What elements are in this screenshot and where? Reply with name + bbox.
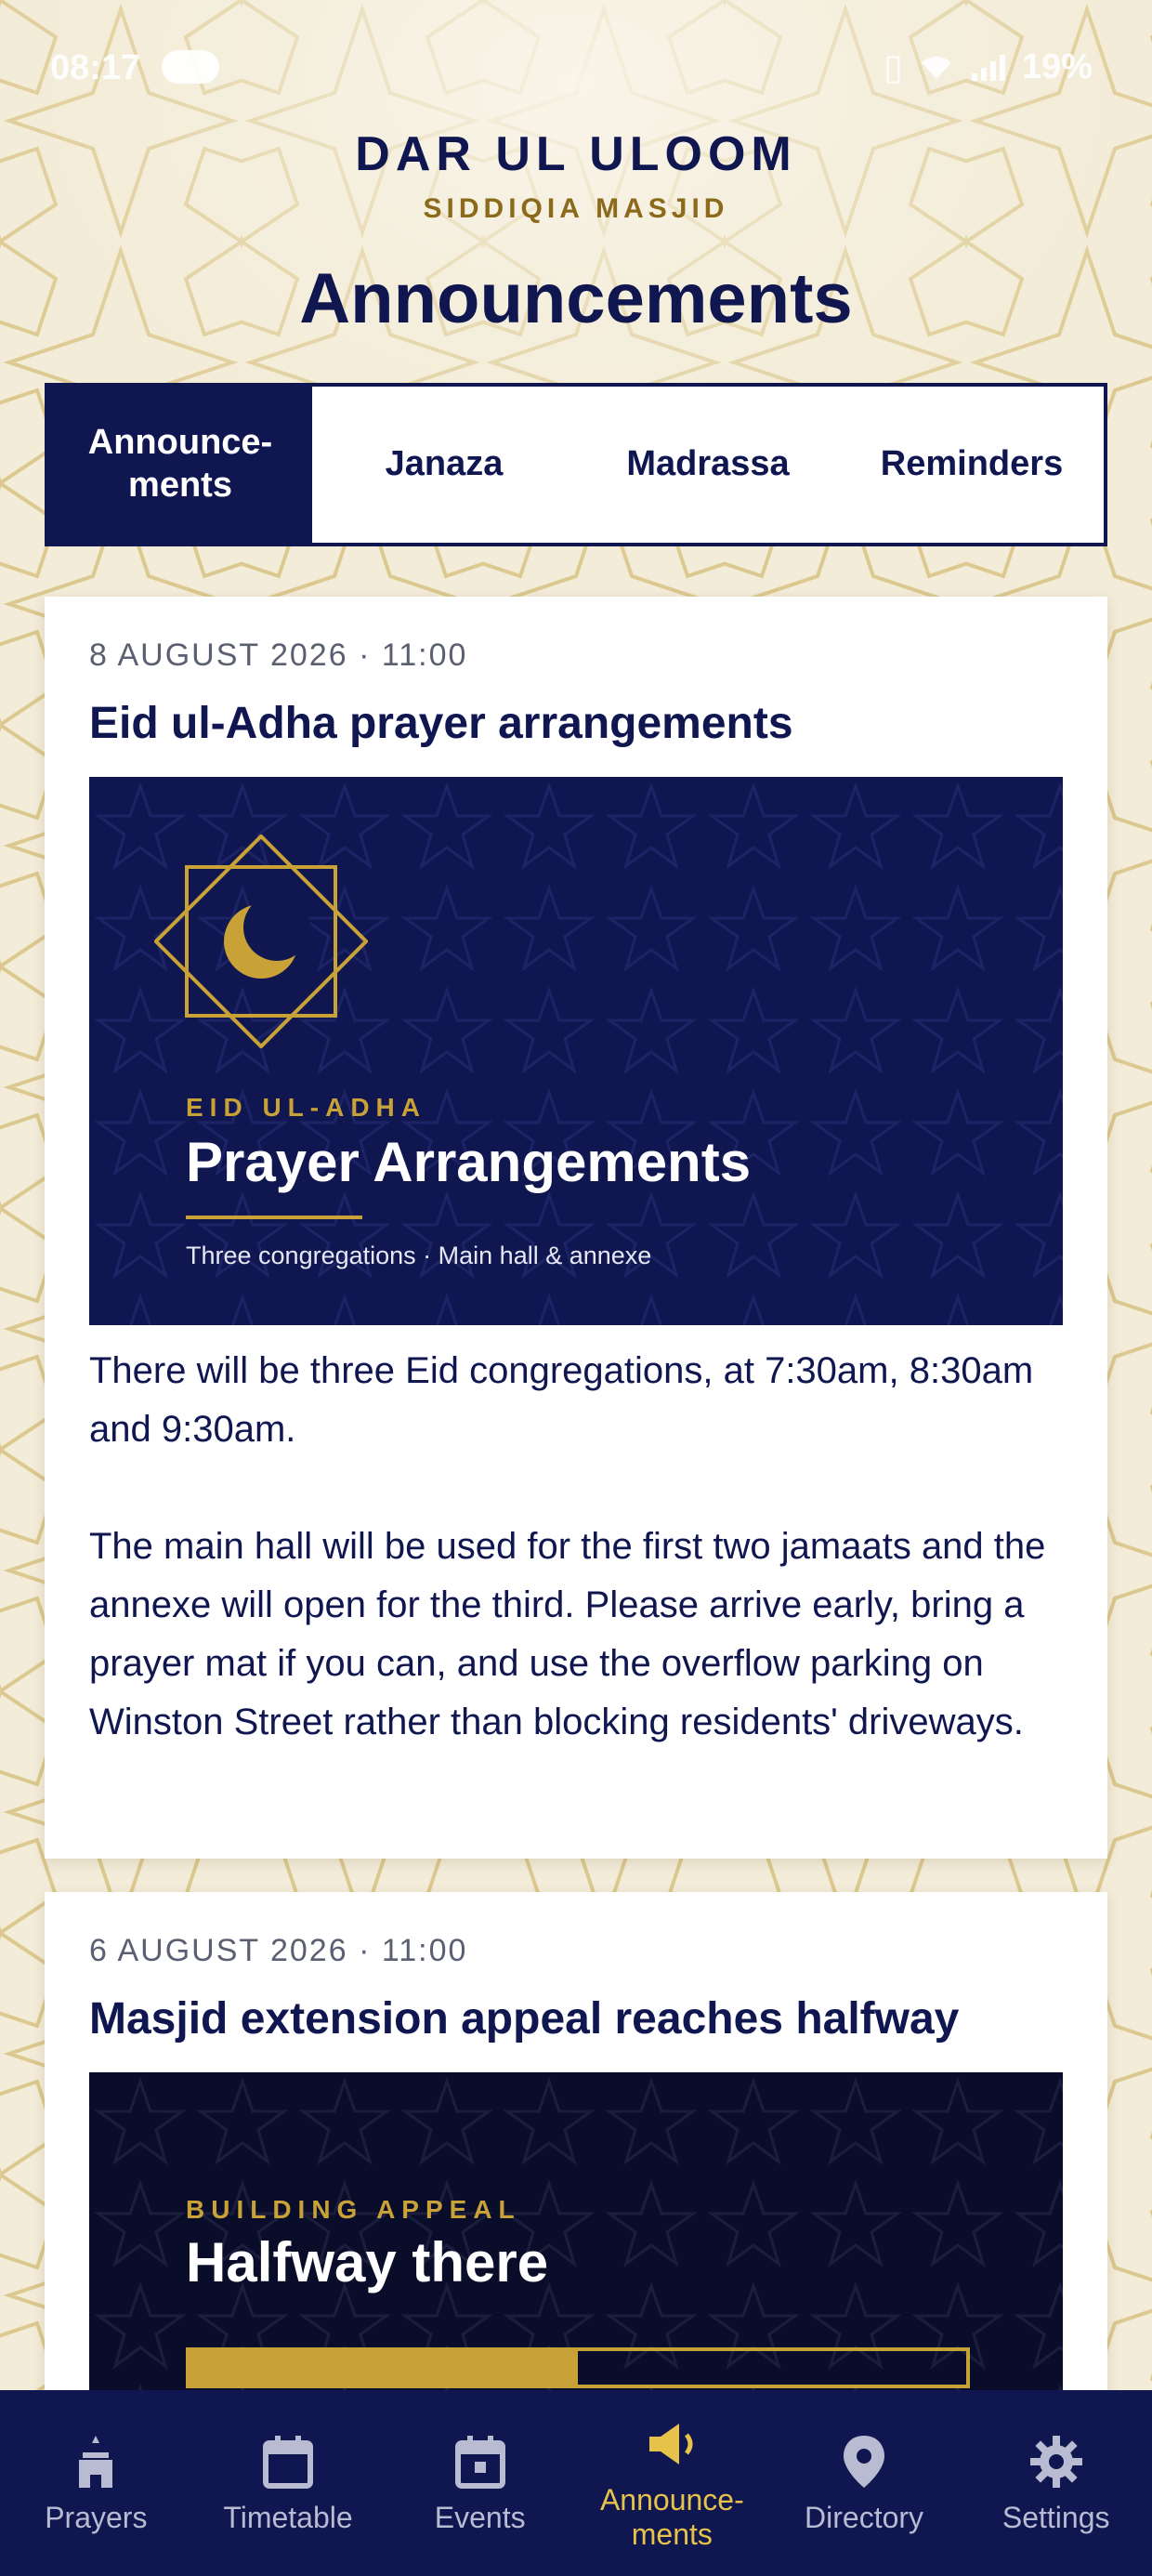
vibrate-icon: ▯	[884, 48, 903, 87]
nav-label: Settings	[1001, 2500, 1110, 2534]
nav-directory[interactable]	[768, 2390, 961, 2576]
tab-janaza[interactable]: Janaza	[385, 444, 504, 484]
banner-tag: BUILDING APPEAL	[186, 2195, 521, 2224]
nav-events[interactable]	[384, 2390, 576, 2576]
category-tabs	[45, 383, 1107, 546]
nav-announcements[interactable]	[576, 2390, 768, 2576]
location-pin-icon	[834, 2432, 894, 2491]
battery-level: 19%	[1021, 47, 1093, 86]
nav-prayers[interactable]	[0, 2390, 192, 2576]
tab-madrassa[interactable]: Madrassa	[626, 444, 790, 484]
signal-icon	[970, 53, 1007, 83]
post-banner	[89, 777, 1063, 1325]
notification-badge-icon	[162, 50, 219, 84]
tab-reminders[interactable]: Reminders	[880, 444, 1064, 484]
announcement-card[interactable]	[45, 1892, 1107, 2450]
calendar-icon	[258, 2432, 318, 2491]
nav-label: Directory	[805, 2500, 924, 2534]
banner-caption: Three congregations · Main hall & annexe	[186, 1242, 652, 1269]
calendar-event-icon	[451, 2432, 510, 2491]
appeal-progress-fill	[190, 2351, 578, 2385]
post-paragraph: There will be three Eid congregations, at 7:30am, 8:30am and 9:30am.	[89, 1350, 1034, 1450]
brand-subtitle: SIDDIQIA MASJID	[423, 193, 729, 224]
brand-title: DAR UL ULOOM	[355, 127, 797, 181]
announcement-card[interactable]	[45, 597, 1107, 1859]
page-title: Announcements	[299, 259, 853, 338]
status-time: 08:17	[50, 48, 141, 87]
nav-settings[interactable]	[960, 2390, 1152, 2576]
appeal-progress-bar	[186, 2347, 970, 2388]
mosque-icon	[66, 2432, 125, 2491]
banner-heading: Prayer Arrangements	[186, 1131, 752, 1193]
post-date: 8 AUGUST 2026 · 11:00	[89, 637, 468, 673]
banner-rule	[186, 1216, 362, 1219]
nav-timetable[interactable]	[192, 2390, 385, 2576]
tab-announcements[interactable]: Announce- ments	[48, 387, 312, 543]
post-paragraph: The main hall will be used for the first two jamaats and the annexe will open for the third. Please arrive early, bring a prayer mat if you can, and use the overflow parking on Winston Street rather than blocking residents' driveways.	[89, 1526, 1046, 1742]
banner-heading: Halfway there	[186, 2231, 549, 2293]
gear-icon	[1027, 2432, 1086, 2491]
status-indicators	[884, 46, 1093, 88]
wifi-icon	[918, 53, 955, 83]
bottom-navigation	[0, 2390, 1152, 2576]
banner-tag: EID UL-ADHA	[186, 1093, 426, 1122]
post-banner	[89, 2072, 1063, 2444]
post-title: Eid ul-Adha prayer arrangements	[89, 699, 793, 748]
megaphone-icon	[642, 2414, 701, 2474]
nav-label: Announce- ments	[599, 2483, 744, 2551]
nav-label: Events	[434, 2500, 526, 2534]
post-date: 6 AUGUST 2026 · 11:00	[89, 1933, 468, 1968]
nav-label: Timetable	[223, 2500, 353, 2534]
status-bar	[0, 0, 1152, 139]
crescent-moon-icon	[154, 835, 368, 1048]
post-title: Masjid extension appeal reaches halfway	[89, 1994, 960, 2044]
nav-label: Prayers	[45, 2500, 148, 2534]
